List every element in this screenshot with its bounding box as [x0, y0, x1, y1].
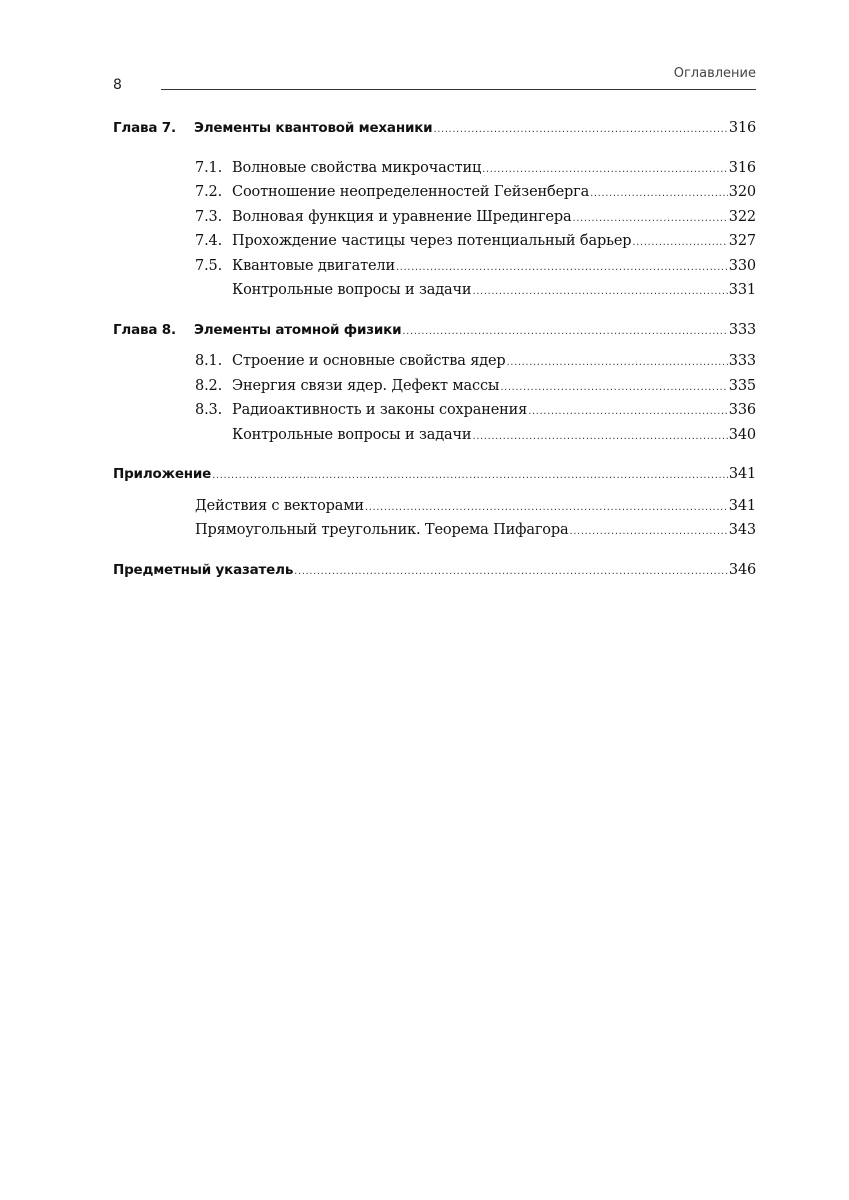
toc-questions-7[interactable] [113, 282, 756, 307]
page-ref: 331 [728, 282, 756, 298]
section-title: Квантовые двигатели [232, 257, 395, 274]
toc-section-8-3[interactable] [113, 402, 756, 427]
section-title: Волновая функция и уравнение Шредингера [232, 208, 572, 225]
section-title: Прямоугольный треугольник. Теорема Пифагора [195, 522, 569, 538]
leader-dots [507, 357, 728, 368]
page-ref: 333 [728, 321, 756, 338]
page-ref: 340 [728, 426, 756, 443]
section-number: 8.3. [195, 402, 223, 418]
toc-appendix-item-2[interactable] [113, 522, 756, 547]
section-title: Строение и основные свойства ядер [232, 353, 506, 369]
leader-dots [472, 431, 727, 442]
toc-appendix[interactable] [113, 466, 756, 491]
section-title: Соотношение неопределенностей Гейзенберга [232, 184, 590, 200]
section-title: Волновые свойства микрочастиц [232, 159, 482, 176]
section-number: 7.2. [195, 184, 223, 200]
leader-dots [472, 286, 727, 297]
section-number: 8.2. [195, 377, 223, 394]
header-rule [161, 89, 756, 90]
section-title: Прохождение частицы через потенциальный барьер [232, 233, 632, 249]
leader-dots [482, 164, 728, 175]
appendix-title: Приложение [113, 466, 212, 482]
section-title: Радиоактивность и законы сохранения [232, 402, 528, 418]
chapter-label: Глава 8. [113, 321, 176, 338]
leader-dots [294, 566, 728, 577]
leader-dots [212, 470, 728, 481]
toc-questions-8[interactable] [113, 427, 756, 452]
toc-section-7-4[interactable] [113, 233, 756, 258]
page-ref: 333 [728, 353, 756, 369]
leader-dots [573, 213, 728, 224]
leader-dots [528, 406, 728, 417]
leader-dots [500, 382, 727, 393]
leader-dots [365, 502, 728, 513]
running-title: Оглавление [673, 66, 756, 81]
table-of-contents [113, 120, 756, 586]
page-ref: 335 [728, 377, 756, 394]
page-ref: 330 [728, 257, 756, 274]
page-ref: 341 [728, 497, 756, 514]
section-title: Контрольные вопросы и задачи [232, 426, 472, 443]
page-number: 8 [113, 77, 122, 93]
section-number: 8.1. [195, 353, 223, 369]
section-number: 7.3. [195, 208, 223, 225]
chapter-title: Элементы квантовой механики [194, 120, 433, 136]
section-number: 7.4. [195, 233, 223, 249]
leader-dots [632, 237, 727, 248]
toc-chapter-8[interactable] [113, 322, 756, 347]
section-title: Контрольные вопросы и задачи [232, 282, 472, 298]
page-ref: 322 [728, 208, 756, 225]
toc-section-7-5[interactable] [113, 258, 756, 283]
page-ref: 316 [728, 159, 756, 176]
section-title: Энергия связи ядер. Дефект массы [232, 377, 500, 394]
page-ref: 327 [728, 233, 756, 249]
chapter-label: Глава 7. [113, 120, 176, 136]
toc-section-8-1[interactable] [113, 353, 756, 378]
leader-dots [590, 188, 728, 199]
leader-dots [396, 262, 728, 273]
section-number: 7.5. [195, 257, 223, 274]
page-ref: 346 [728, 561, 756, 578]
toc-chapter-7[interactable] [113, 120, 756, 145]
toc-section-7-3[interactable] [113, 209, 756, 234]
chapter-title: Элементы атомной физики [194, 321, 402, 338]
leader-dots [402, 326, 728, 337]
page-ref: 316 [728, 120, 756, 136]
toc-section-7-1[interactable] [113, 160, 756, 185]
page-ref: 343 [728, 522, 756, 538]
toc-appendix-item-1[interactable] [113, 498, 756, 523]
section-title: Действия с векторами [195, 497, 364, 514]
index-title: Предметный указатель [113, 561, 294, 578]
leader-dots [433, 124, 727, 135]
page-ref: 320 [728, 184, 756, 200]
page-ref: 341 [728, 466, 756, 482]
section-number: 7.1. [195, 159, 223, 176]
toc-index[interactable] [113, 562, 756, 587]
page-ref: 336 [728, 402, 756, 418]
toc-section-8-2[interactable] [113, 378, 756, 403]
leader-dots [569, 526, 727, 537]
toc-section-7-2[interactable] [113, 184, 756, 209]
